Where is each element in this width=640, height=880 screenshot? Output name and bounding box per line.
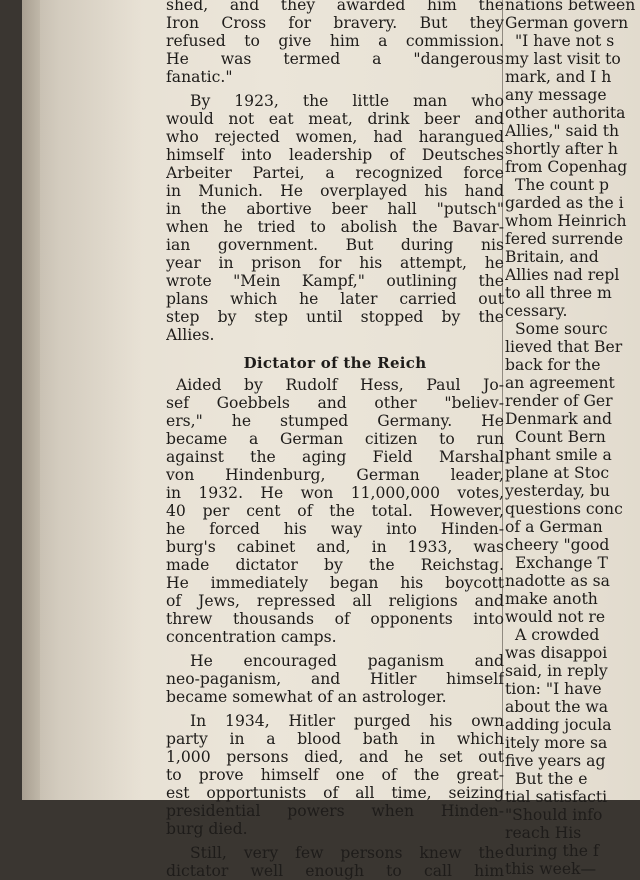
text-line: to prove himself one of the great- <box>166 766 504 784</box>
text-line: Count Bern <box>515 428 606 446</box>
text-line: cessary. <box>505 302 568 320</box>
text-line: back for the <box>505 356 601 374</box>
text-line: ian government. But during nis <box>166 236 504 254</box>
text-line: 40 per cent of the total. However, <box>166 502 504 520</box>
text-line: itely more sa <box>505 734 608 752</box>
text-line: Aided by Rudolf Hess, Paul Jo- <box>176 376 504 394</box>
text-line: fanatic." <box>166 68 233 86</box>
text-line: against the aging Field Marshal <box>166 448 504 466</box>
text-line: when he tried to abolish the Bavar- <box>166 218 504 236</box>
text-line: cheery "good <box>505 536 610 554</box>
text-line: any message <box>505 86 607 104</box>
text-line: in 1932. He won 11,000,000 votes, <box>166 484 504 502</box>
text-line: five years ag <box>505 752 606 770</box>
paragraph-6 <box>166 844 504 880</box>
text-line: year in prison for his attempt, he <box>166 254 504 272</box>
text-line: Iron Cross for bravery. But they <box>166 14 504 32</box>
text-line: my last visit to <box>505 50 621 68</box>
page-shadow <box>22 0 142 800</box>
text-line: this week— <box>505 860 597 878</box>
text-line: He immediately began his boycott <box>166 574 504 592</box>
text-line: In 1934, Hitler purged his own <box>190 712 504 730</box>
text-line: shortly after h <box>505 140 618 158</box>
adjacent-article-column <box>505 0 640 878</box>
text-line: from Copenhag <box>505 158 628 176</box>
text-line: dictator well enough to call him <box>166 862 504 880</box>
text-line: presidential powers when Hinden- <box>166 802 504 820</box>
text-line: about the wa <box>505 698 609 716</box>
text-line: in the abortive beer hall "putsch" <box>166 200 504 218</box>
text-line: Allies," said th <box>505 122 620 140</box>
text-line: By 1923, the little man who <box>190 92 504 110</box>
text-line: wrote "Mein Kampf," outlining the <box>166 272 504 290</box>
text-line: von Hindenburg, German leader, <box>166 466 504 484</box>
paragraph-2 <box>166 92 504 344</box>
text-line: he forced his way into Hinden- <box>166 520 504 538</box>
text-line: A crowded <box>515 626 600 644</box>
text-line: was disappoi <box>505 644 608 662</box>
text-line: He was termed a "dangerous <box>166 50 504 68</box>
text-line: mark, and I h <box>505 68 612 86</box>
text-line: Allies nad repl <box>505 266 620 284</box>
text-line: fered surrende <box>505 230 624 248</box>
text-line: ers," he stumped Germany. He <box>166 412 504 430</box>
text-line: 1,000 persons died, and he set out <box>166 748 504 766</box>
text-line: shed, and they awarded him the <box>166 0 504 14</box>
text-line: an agreement <box>505 374 615 392</box>
text-line: who rejected women, had harangued <box>166 128 504 146</box>
paragraph-1 <box>166 0 504 86</box>
subheading: Dictator of the Reich <box>243 354 427 372</box>
text-line: questions conc <box>505 500 623 518</box>
text-line: tion: "I have <box>505 680 602 698</box>
text-line: "Should info <box>505 806 603 824</box>
text-line: would not re <box>505 608 606 626</box>
text-line: of a German <box>505 518 603 536</box>
text-line: The count p <box>515 176 610 194</box>
text-line: became a German citizen to run <box>166 430 504 448</box>
text-line: neo-paganism, and Hitler himself <box>166 670 504 688</box>
text-line: refused to give him a commission. <box>166 32 504 50</box>
text-line: lieved that Ber <box>505 338 623 356</box>
text-line: But the e <box>515 770 588 788</box>
text-line: Allies. <box>166 326 215 344</box>
text-line: in Munich. He overplayed his hand <box>166 182 504 200</box>
text-line: garded as the i <box>505 194 624 212</box>
text-line: Britain, and <box>505 248 599 266</box>
paragraph-4 <box>166 652 504 706</box>
text-line: "I have not s <box>515 32 615 50</box>
text-line: would not eat meat, drink beer and <box>166 110 504 128</box>
text-line: Some sourc <box>515 320 608 338</box>
text-line: render of Ger <box>505 392 613 410</box>
text-line: He encouraged paganism and <box>190 652 504 670</box>
text-line: burg died. <box>166 820 248 838</box>
paragraph-3 <box>166 376 504 646</box>
text-line: nations between <box>505 0 636 14</box>
text-line: tial satisfacti <box>505 788 608 806</box>
text-line: step by step until stopped by the <box>166 308 504 326</box>
text-line: other authorita <box>505 104 626 122</box>
text-line: threw thousands of opponents into <box>166 610 504 628</box>
text-line: adding jocula <box>505 716 612 734</box>
main-article-column <box>166 0 504 880</box>
text-line: whom Heinrich <box>505 212 627 230</box>
text-line: burg's cabinet and, in 1933, was <box>166 538 504 556</box>
text-line: during the f <box>505 842 599 860</box>
text-line: reach His <box>505 824 582 842</box>
text-line: est opportunists of all time, seizing <box>166 784 504 802</box>
text-line: Denmark and <box>505 410 613 428</box>
text-line: Exchange T <box>515 554 608 572</box>
text-line: concentration camps. <box>166 628 337 646</box>
text-line: became somewhat of an astrologer. <box>166 688 447 706</box>
text-line: himself into leadership of Deutsches <box>166 146 504 164</box>
text-line: make anoth <box>505 590 598 608</box>
text-line: made dictator by the Reichstag. <box>166 556 504 574</box>
text-line: yesterday, bu <box>505 482 610 500</box>
text-line: plane at Stoc <box>505 464 610 482</box>
paragraph-5 <box>166 712 504 838</box>
text-line: of Jews, repressed all religions and <box>166 592 504 610</box>
text-line: Arbeiter Partei, a recognized force <box>166 164 504 182</box>
text-line: phant smile a <box>505 446 612 464</box>
text-line: sef Goebbels and other "believ- <box>166 394 504 412</box>
text-line: party in a blood bath in which <box>166 730 504 748</box>
text-line: said, in reply <box>505 662 608 680</box>
text-line: nadotte as sa <box>505 572 610 590</box>
text-line: plans which he later carried out <box>166 290 504 308</box>
text-line: Still, very few persons knew the <box>190 844 504 862</box>
text-line: to all three m <box>505 284 612 302</box>
text-line: German govern <box>505 14 629 32</box>
